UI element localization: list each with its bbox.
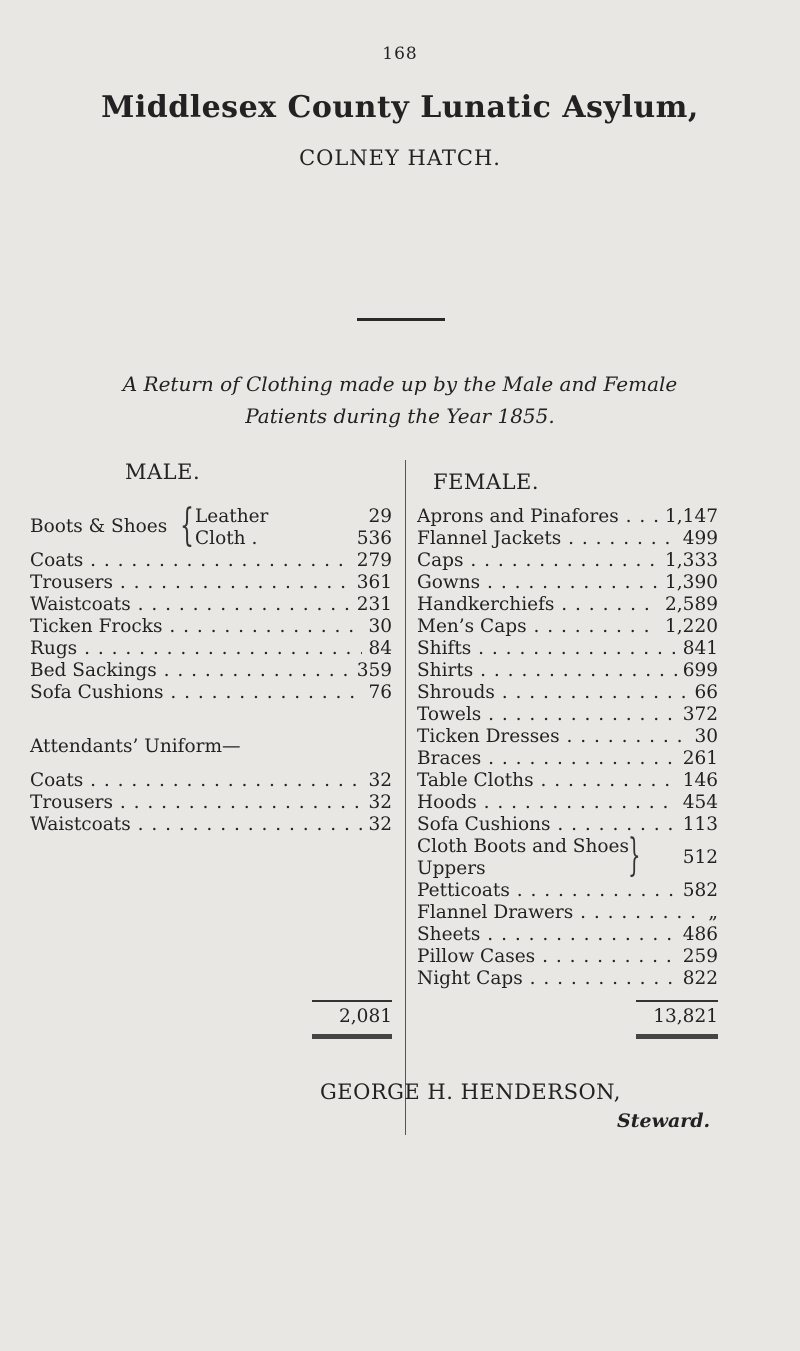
male-item-value: 84 (362, 638, 392, 660)
male-item-value: 361 (351, 572, 392, 594)
female-row (417, 946, 718, 968)
attendant-row (30, 792, 392, 814)
female-row (417, 770, 718, 792)
attendant-row (30, 814, 392, 836)
female-item-label: Shirts . . . (417, 660, 677, 682)
caption-line-2: Patients during the Year 1855. (245, 404, 555, 428)
female-row (417, 550, 718, 572)
female-total-double-rule (636, 1034, 718, 1039)
boots-cloth-row (195, 528, 392, 549)
female-item-label: Aprons and Pinafores . . . (417, 506, 659, 528)
male-total: 2,081 (339, 1006, 392, 1027)
female-item-label: Table Cloths . . . (417, 770, 677, 792)
male-total-rule (312, 1000, 392, 1002)
female-item-label: Ticken Dresses . . . (417, 726, 688, 748)
female-row (417, 616, 718, 638)
male-item-label: Waistcoats . . . (30, 594, 351, 616)
female-item-value: 113 (677, 814, 718, 836)
female-item-value: 146 (677, 770, 718, 792)
brace-icon: { (180, 500, 194, 551)
male-row (30, 572, 392, 594)
female-item-label: Flannel Jackets . . . (417, 528, 677, 550)
female-item-label: Night Caps . . . (417, 968, 677, 990)
male-row (30, 550, 392, 572)
male-item-label: Rugs . . . (30, 638, 362, 660)
male-item-value: 76 (362, 682, 392, 704)
male-row (30, 660, 392, 682)
boots-leather-label: Leather (195, 506, 269, 527)
female-item-value: 699 (677, 660, 718, 682)
female-item-label: Towels . . . (417, 704, 677, 726)
attendant-item-label: Coats . . . (30, 770, 362, 792)
boots-shoes-label: Boots & Shoes (30, 516, 168, 537)
boots-leather-value: 29 (368, 506, 392, 527)
female-item-value: 454 (677, 792, 718, 814)
female-item-label: Handkerchiefs . . . (417, 594, 659, 616)
cloth-boots-group (417, 830, 718, 881)
female-item-value: 499 (677, 528, 718, 550)
female-item-value: 30 (688, 726, 718, 748)
female-row (417, 968, 718, 990)
female-row (417, 572, 718, 594)
male-item-label: Coats . . . (30, 550, 351, 572)
female-heading: FEMALE. (433, 470, 540, 494)
female-item-label: Caps . . . (417, 550, 659, 572)
female-item-value: 822 (677, 968, 718, 990)
female-item-value: 2,589 (659, 594, 718, 616)
female-item-label: Braces . . . (417, 748, 677, 770)
female-item-value: 1,333 (659, 550, 718, 572)
male-item-label: Bed Sackings . . . (30, 660, 351, 682)
female-total: 13,821 (653, 1006, 718, 1027)
boots-cloth-value: 536 (356, 528, 392, 549)
female-row (417, 726, 718, 748)
female-item-value: 66 (688, 682, 718, 704)
female-row (417, 660, 718, 682)
attendant-item-value: 32 (362, 814, 392, 836)
cloth-boots-value: 512 (682, 847, 718, 868)
caption-line-1: A Return of Clothing made up by the Male and Female (122, 372, 678, 396)
cloth-boots-uppers-label: Uppers (417, 858, 486, 879)
attendant-item-label: Trousers . . . (30, 792, 362, 814)
boots-shoes-group (30, 500, 392, 551)
male-item-value: 30 (362, 616, 392, 638)
female-item-label: Flannel Drawers . . . (417, 902, 702, 924)
signature-title: Steward. (617, 1110, 711, 1132)
female-item-value: 486 (677, 924, 718, 946)
female-item-value: 1,147 (659, 506, 718, 528)
attendants-heading: Attendants’ Uniform— (30, 736, 241, 757)
boots-leather-row (195, 506, 392, 527)
male-item-label: Ticken Frocks . . . (30, 616, 362, 638)
female-row (417, 682, 718, 704)
male-item-value: 279 (351, 550, 392, 572)
title-rule (357, 318, 445, 321)
female-row (417, 528, 718, 550)
female-item-value: 1,220 (659, 616, 718, 638)
attendant-row (30, 770, 392, 792)
female-row (417, 902, 718, 924)
female-row (417, 638, 718, 660)
female-item-label: Men’s Caps . . . (417, 616, 659, 638)
boots-cloth-label: Cloth . (195, 528, 258, 549)
female-row (417, 704, 718, 726)
male-item-value: 359 (351, 660, 392, 682)
female-item-label: Gowns . . . (417, 572, 659, 594)
attendant-item-label: Waistcoats . . . (30, 814, 362, 836)
female-row (417, 924, 718, 946)
female-row (417, 594, 718, 616)
male-row (30, 682, 392, 704)
female-item-label: Pillow Cases . . . (417, 946, 677, 968)
female-item-label: Sofa Cushions . . . (417, 814, 677, 836)
attendant-item-value: 32 (362, 792, 392, 814)
column-divider (405, 460, 406, 1135)
female-item-label: Sheets . . . (417, 924, 677, 946)
attendant-item-value: 32 (362, 770, 392, 792)
female-row (417, 748, 718, 770)
male-item-label: Sofa Cushions . . . (30, 682, 362, 704)
female-row (417, 880, 718, 902)
cloth-boots-label: Cloth Boots and Shoes (417, 836, 629, 857)
male-total-double-rule (312, 1034, 392, 1039)
female-item-label: Petticoats . . . (417, 880, 677, 902)
female-row (417, 792, 718, 814)
page-number: 168 (382, 44, 418, 64)
female-item-label: Hoods . . . (417, 792, 677, 814)
asylum-title: Middlesex County Lunatic Asylum, (101, 90, 699, 125)
male-row (30, 594, 392, 616)
female-item-value: 259 (677, 946, 718, 968)
female-item-value: 261 (677, 748, 718, 770)
location-title: COLNEY HATCH. (299, 146, 501, 170)
male-heading: MALE. (125, 460, 201, 484)
female-item-value: 372 (677, 704, 718, 726)
female-row (417, 506, 718, 528)
female-item-label: Shifts . . . (417, 638, 677, 660)
male-item-label: Trousers . . . (30, 572, 351, 594)
signature-name: GEORGE H. HENDERSON, (320, 1080, 621, 1104)
female-total-rule (636, 1000, 718, 1002)
brace-icon: } (628, 830, 641, 881)
male-row (30, 638, 392, 660)
female-item-value: 841 (677, 638, 718, 660)
male-row (30, 616, 392, 638)
female-row (417, 814, 718, 836)
female-item-value: 582 (677, 880, 718, 902)
female-item-value: „ (702, 902, 718, 924)
female-item-value: 1,390 (659, 572, 718, 594)
male-item-value: 231 (351, 594, 392, 616)
caption (0, 368, 800, 432)
female-item-label: Shrouds . . . (417, 682, 688, 704)
